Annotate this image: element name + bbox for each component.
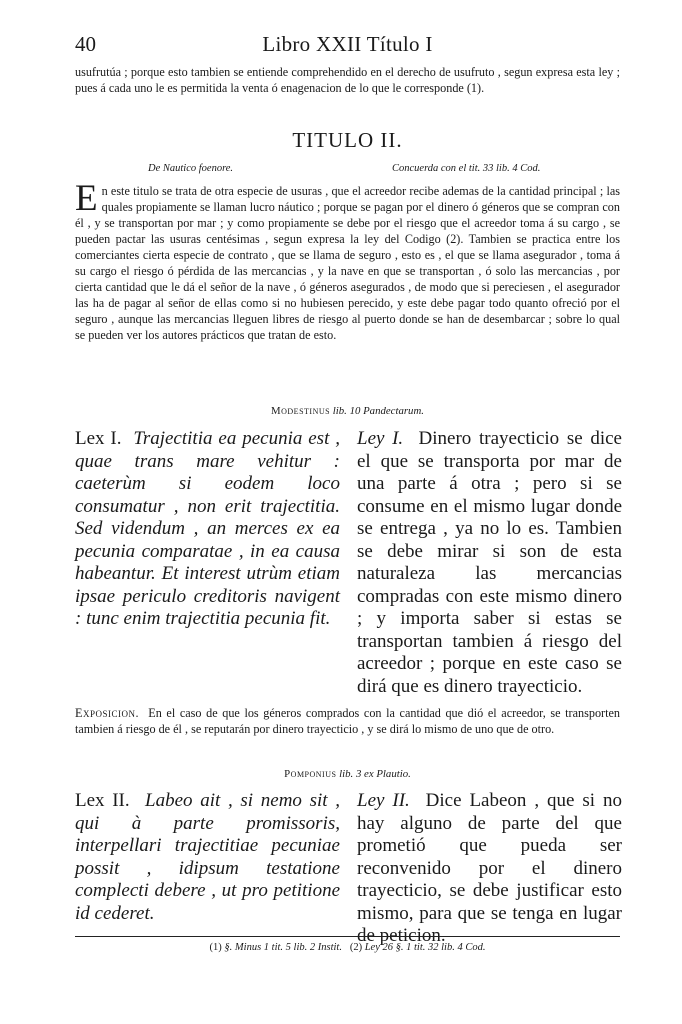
ley-label: Ley II.	[357, 790, 410, 811]
spanish-text-ley-2	[357, 790, 622, 948]
footnotes	[75, 942, 620, 953]
drop-cap: E	[75, 178, 98, 219]
spanish-body: Dinero trayecticio se dice el que se transporta por mar de una parte á otra ; pero si se consume en el mismo lugar donde se entrega , ya no lo es. Tambien se debe mirar si son de esta naturaleza las mercancias compradas con este mismo dinero ; y importa saber si estas se transportan tambien á riesgo del acreedor ; porque en este caso se dirá que es dinero trayecticio.	[357, 428, 622, 697]
source-reference: lib. 3 ex Plautio.	[339, 768, 411, 780]
latin-body: Trajectitia ea pecunia est , quae trans mare vehitur : caeterùm si eodem loco consumatur , non erit trajectitia. Sed videndum , an merces ex ea pecunia comparatae , in ea causa habeantur. Et interest utrùm etiam ipsae periculo creditoris navigent : tunc enim trajectitia pecunia fit.	[75, 428, 340, 629]
source-reference: lib. 10 Pandectarum.	[332, 405, 424, 417]
latin-subtitle: De Nautico foenore.	[148, 163, 234, 174]
intro-paragraph: usufrutúa ; porque esto tambien se entiende comprehendido en el derecho de usufruto , segun expresa esta ley ; pues á cada uno le es permitida la venta ó enagenacion de lo que le corresponde (1).	[75, 65, 620, 95]
spanish-body: Dice Labeon , que si no hay alguno de parte del que prometió que pueda ser reconvenido por el dinero trayecticio, se debe justificar esto mismo, para que se tenga en lugar de peticion.	[357, 790, 623, 946]
footnote-rule	[75, 936, 620, 937]
concordance-note: Concuerda con el tit. 33 lib. 4 Cod.	[392, 163, 541, 174]
footnote-2: Ley 26 §. 1 tit. 32 lib. 4 Cod.	[364, 942, 486, 953]
page-header	[75, 30, 620, 60]
source-author: Modestinus	[271, 405, 331, 417]
lex-label: Lex II.	[75, 790, 130, 811]
running-head: Libro XXII Título I	[262, 32, 433, 56]
footnote-1-mark: (1)	[209, 942, 222, 953]
spanish-text-ley-1	[357, 428, 622, 698]
latin-text-lex-2	[75, 790, 340, 925]
latin-text-lex-1	[75, 428, 340, 631]
ley-label: Ley I.	[357, 428, 404, 449]
summary-paragraph	[75, 178, 620, 343]
source-citation-2	[75, 768, 620, 780]
summary-text: n este titulo se trata de otra especie de usuras , que el acreedor recibe ademas de la cantidad principal ; las quales propiamente se llaman lucro náutico ; porque se pagan por el dinero ó géneros que se compran con él , y se transportan por mar ; y como propiamente se debe por el riesgo que el acreedor toma á su cargo , se pueden pactar las usuras centésimas , segun expresa la ley del Codigo (2). Tambien se practica entre los comerciantes cierta especie de contrato , que se llama de seguro , esto es , el que se llama asegurador , toma á su cargo el riesgo ó pérdida de las mercancias , y la nave en que se transportan , ó solo las mercancias , por cierta cantidad que le dá el señor de la nave , ó géneros asegurados , de modo que si pereciesen , el asegurador las ha de pagar al señor de ellas como si no hubiesen perecido, y este debe pagar todo quanto ofreció por el seguro , aunque las mercancias lleguen libres de riesgo al puerto donde se han de desembarcar ; sobre lo qual se pueden ver los autores prácticos que tratan de esto.	[75, 184, 620, 342]
latin-body: Labeo ait , si nemo sit , qui à parte promissoris, interpellari trajectitiae pecuniae possit , idipsum testatione complecti debere , ut pro petitione id cederet.	[75, 790, 341, 924]
page-number: 40	[75, 32, 96, 56]
source-author: Pomponius	[284, 768, 337, 780]
footnote-1: §. Minus 1 tit. 5 lib. 2 Instit.	[224, 942, 342, 953]
lex-label: Lex I.	[75, 428, 122, 449]
exposition-text: En el caso de que los géneros comprados con la cantidad que dió el acreedor, se transporten tambien á riesgo de él , se reputarán por dinero trayecticio , y se dirá lo mismo de uno que de otro.	[75, 706, 621, 736]
exposition-paragraph	[75, 705, 620, 737]
source-citation-1	[75, 405, 620, 417]
exposition-label: Exposicion.	[75, 706, 139, 720]
title-heading: TITULO II.	[292, 128, 403, 152]
footnote-2-mark: (2)	[349, 942, 363, 953]
